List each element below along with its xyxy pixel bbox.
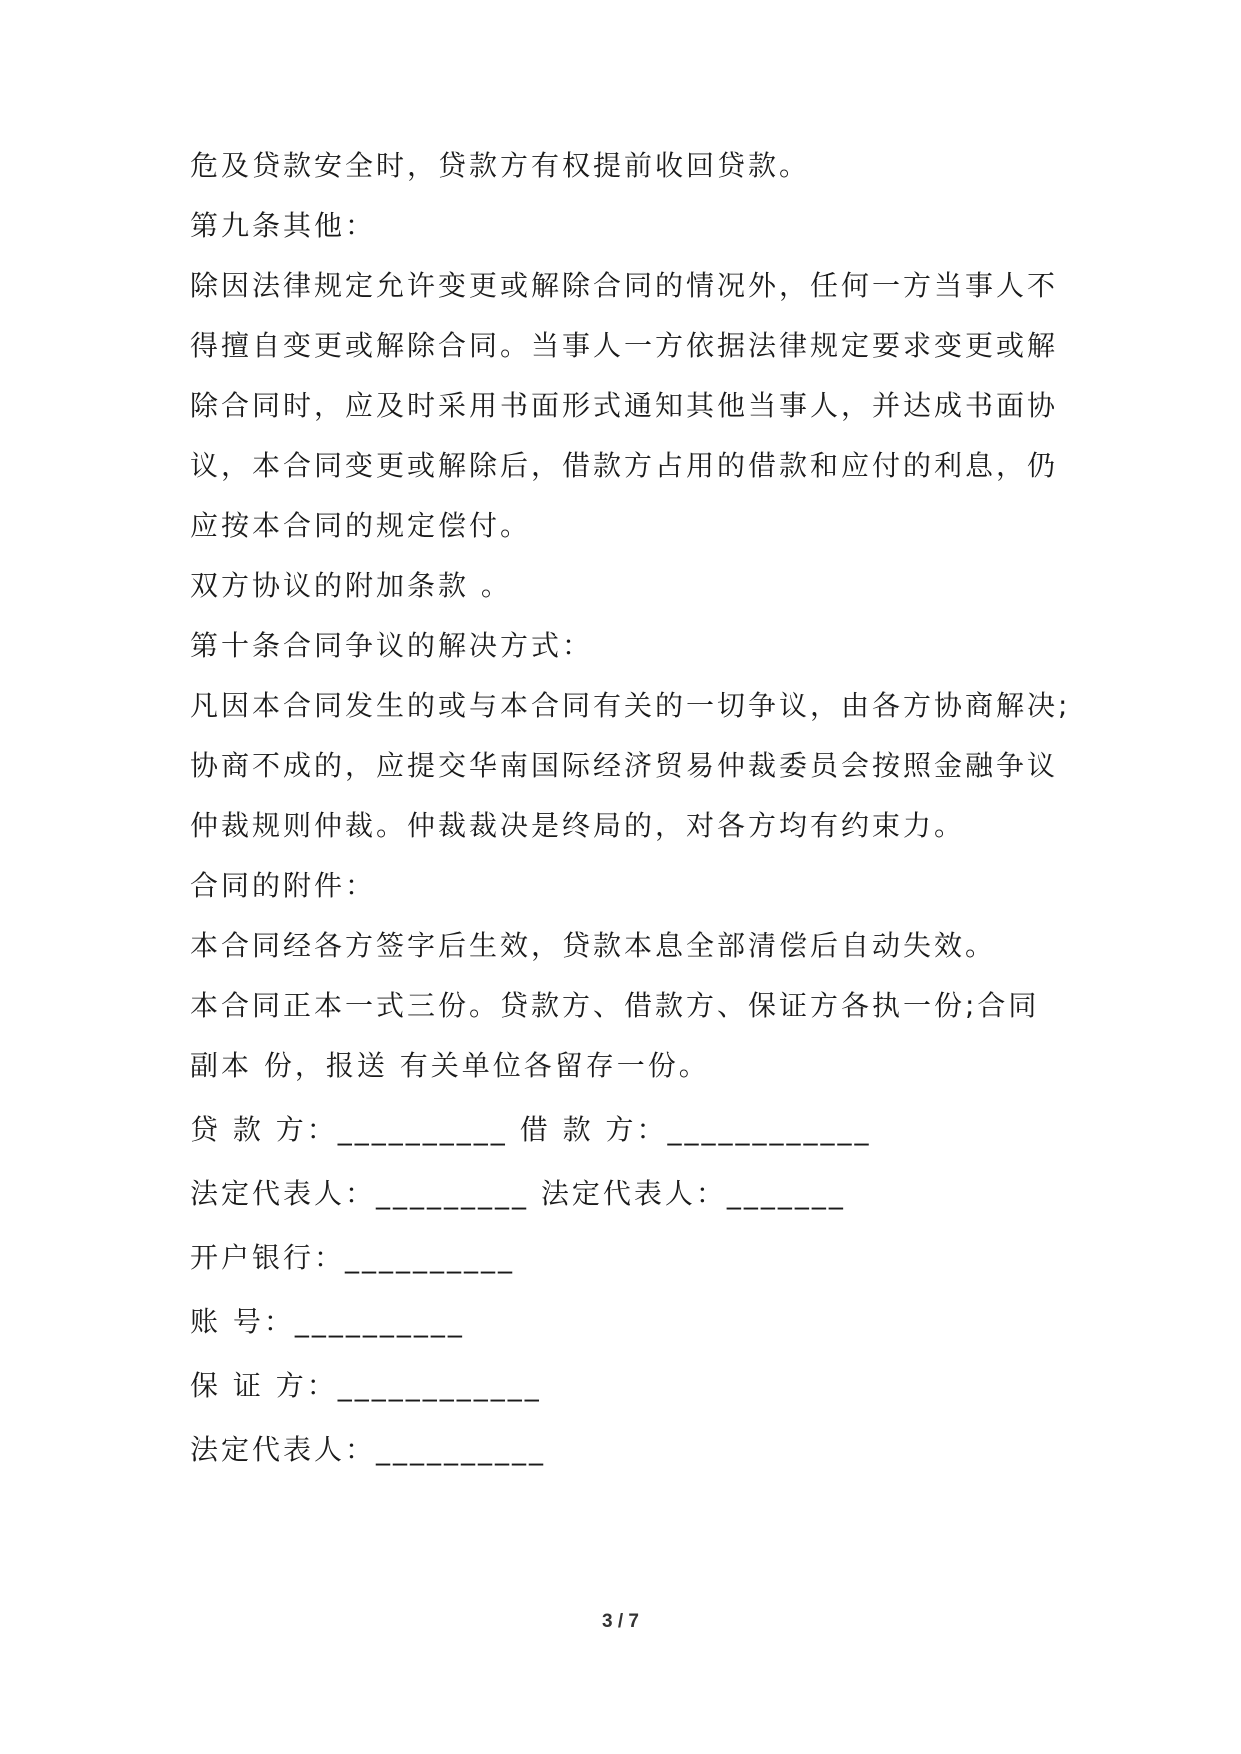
text-line: 第九条其他：: [190, 209, 377, 242]
page-number: 3 / 7: [602, 1611, 639, 1632]
text-line: 凡因本合同发生的或与本合同有关的一切争议，由各方协商解决;: [190, 689, 1071, 722]
text-line: 副本 份，报送 有关单位各留存一份。: [190, 1049, 710, 1082]
text-line: 协商不成的，应提交华南国际经济贸易仲裁委员会按照金融争议: [190, 749, 1059, 782]
text-line: 合同的附件：: [190, 869, 377, 902]
signature-line-bank: 开户银行：__________: [190, 1241, 516, 1274]
signature-line-representatives: 法定代表人：_________ 法定代表人：_______: [190, 1177, 846, 1210]
signature-line-guarantor: 保 证 方：____________: [190, 1369, 542, 1402]
signature-line-guarantor-representative: 法定代表人：__________: [190, 1433, 547, 1466]
text-line: 除合同时，应及时采用书面形式通知其他当事人，并达成书面协: [190, 389, 1059, 422]
signature-line-lender-borrower: 贷 款 方：__________ 借 款 方：____________: [190, 1113, 872, 1146]
text-line: 双方协议的附加条款 。: [190, 569, 512, 602]
text-line: 本合同经各方签字后生效，贷款本息全部清偿后自动失效。: [190, 929, 997, 962]
text-line: 本合同正本一式三份。贷款方、借款方、保证方各执一份;合同: [190, 989, 1040, 1022]
text-line: 应按本合同的规定偿付。: [190, 509, 532, 542]
text-line: 危及贷款安全时，贷款方有权提前收回贷款。: [190, 149, 811, 182]
text-line: 议，本合同变更或解除后，借款方占用的借款和应付的利息，仍: [190, 449, 1059, 482]
signature-line-account: 账 号：__________: [190, 1305, 465, 1338]
text-line: 得擅自变更或解除合同。当事人一方依据法律规定要求变更或解: [190, 329, 1059, 362]
text-line: 仲裁规则仲裁。仲裁裁决是终局的，对各方均有约束力。: [190, 809, 966, 842]
text-line: 第十条合同争议的解决方式：: [190, 629, 594, 662]
text-line: 除因法律规定允许变更或解除合同的情况外，任何一方当事人不: [190, 269, 1059, 302]
